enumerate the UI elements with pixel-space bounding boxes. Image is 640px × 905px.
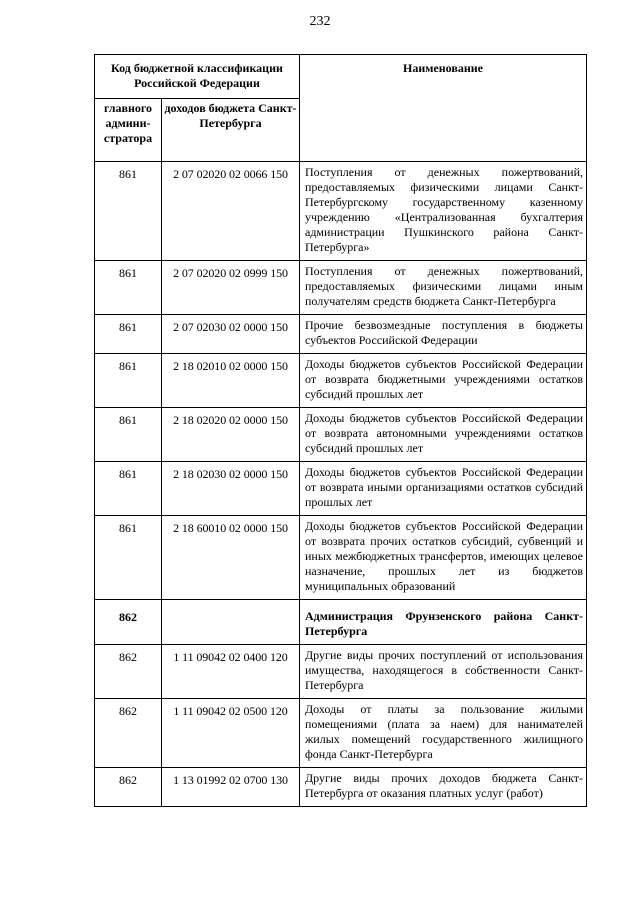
admin-code-cell: 862 — [95, 699, 162, 768]
name-cell: Доходы бюджетов субъектов Российской Федерации от возврата бюджетными учреждениями остатков субсидий прошлых лет — [300, 354, 587, 408]
table-row — [95, 699, 587, 768]
header-name: Наименование — [300, 55, 587, 162]
income-code-cell: 2 18 02010 02 0000 150 — [162, 354, 300, 408]
income-code-cell: 2 07 02020 02 0999 150 — [162, 261, 300, 315]
table-row — [95, 354, 587, 408]
income-code-cell: 2 07 02020 02 0066 150 — [162, 162, 300, 261]
admin-code-cell: 861 — [95, 516, 162, 600]
table-row — [95, 516, 587, 600]
table-row — [95, 162, 587, 261]
name-cell: Доходы от платы за пользование жилыми помещениями (плата за наем) для нанимателей жилых помещений государственного жилищного фонда Санкт-Петербурга — [300, 699, 587, 768]
header-classification-code: Код бюджетной классификации Российской Федерации — [95, 55, 300, 99]
name-cell: Другие виды прочих поступлений от использования имущества, находящегося в собственности Санкт-Петербурга — [300, 645, 587, 699]
name-cell: Доходы бюджетов субъектов Российской Федерации от возврата автономными учреждениями остатков субсидий прошлых лет — [300, 408, 587, 462]
income-code-cell: 2 18 02020 02 0000 150 — [162, 408, 300, 462]
table-row — [95, 408, 587, 462]
name-cell: Администрация Фрунзенского района Санкт-Петербурга — [300, 600, 587, 645]
income-code-cell: 1 11 09042 02 0500 120 — [162, 699, 300, 768]
table-row — [95, 645, 587, 699]
name-cell: Доходы бюджетов субъектов Российской Федерации от возврата иными организациями остатков субсидий прошлых лет — [300, 462, 587, 516]
table-row — [95, 315, 587, 354]
admin-code-cell: 861 — [95, 315, 162, 354]
table-row — [95, 261, 587, 315]
income-code-cell: 1 11 09042 02 0400 120 — [162, 645, 300, 699]
admin-code-cell: 862 — [95, 768, 162, 807]
income-code-cell: 2 18 02030 02 0000 150 — [162, 462, 300, 516]
admin-code-cell: 861 — [95, 261, 162, 315]
header-budget-income: доходов бюджета Санкт-Петербурга — [162, 99, 300, 162]
admin-code-cell: 862 — [95, 600, 162, 645]
table-row — [95, 768, 587, 807]
admin-code-cell: 861 — [95, 462, 162, 516]
table-row — [95, 462, 587, 516]
income-code-cell: 1 13 01992 02 0700 130 — [162, 768, 300, 807]
admin-code-cell: 861 — [95, 354, 162, 408]
header-main-administrator: главного админи-стратора — [95, 99, 162, 162]
page-number: 232 — [309, 14, 331, 29]
name-cell: Другие виды прочих доходов бюджета Санкт-Петербурга от оказания платных услуг (работ) — [300, 768, 587, 807]
name-cell: Поступления от денежных пожертвований, предоставляемых физическими лицами Санкт-Петербургскому государственному казенному учреждению «Централизованная бухгалтерия администрации Пушкинского района Санкт-Петербурга» — [300, 162, 587, 261]
table-row-section-header — [95, 600, 587, 645]
admin-code-cell: 862 — [95, 645, 162, 699]
admin-code-cell: 861 — [95, 162, 162, 261]
name-cell: Прочие безвозмездные поступления в бюджеты субъектов Российской Федерации — [300, 315, 587, 354]
admin-code-cell: 861 — [95, 408, 162, 462]
income-code-cell: 2 07 02030 02 0000 150 — [162, 315, 300, 354]
name-cell: Поступления от денежных пожертвований, предоставляемых физическими лицами иным получателям средств бюджета Санкт-Петербурга — [300, 261, 587, 315]
budget-classification-table — [94, 54, 587, 807]
income-code-cell: 2 18 60010 02 0000 150 — [162, 516, 300, 600]
name-cell: Доходы бюджетов субъектов Российской Федерации от возврата прочих остатков субсидий, субвенций и иных межбюджетных трансфертов, имеющих целевое назначение, прошлых лет из бюджетов муниципальных образований — [300, 516, 587, 600]
income-code-cell — [162, 600, 300, 645]
